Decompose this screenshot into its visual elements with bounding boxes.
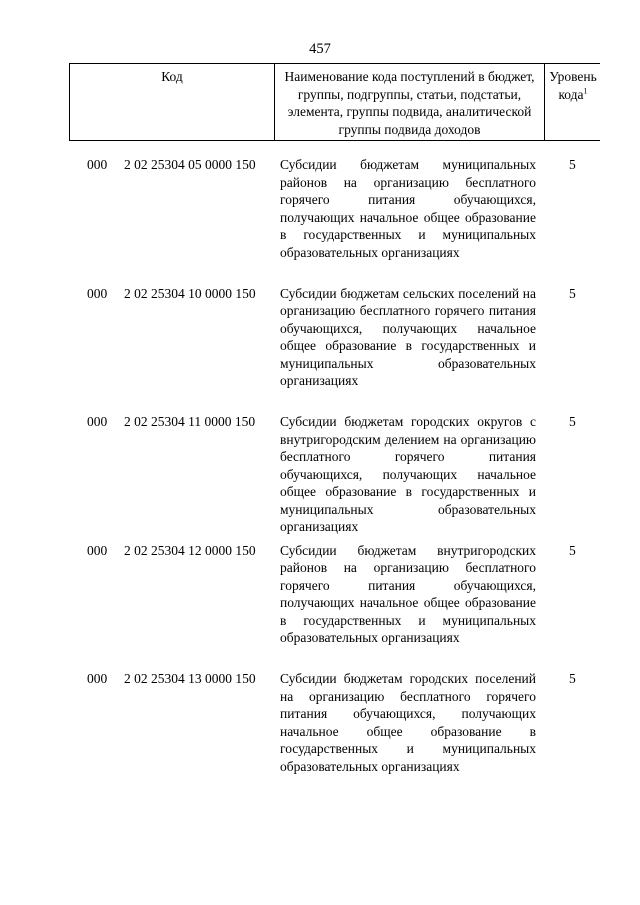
row-admin-code: 000	[87, 542, 108, 558]
header-level-footnote: 1	[583, 86, 588, 95]
table-row	[69, 285, 600, 414]
table-body	[69, 156, 600, 799]
row-level: 5	[569, 285, 576, 301]
row-revenue-code: 2 02 25304 05 0000 150	[124, 157, 256, 172]
table-row	[69, 670, 600, 799]
row-revenue-code: 2 02 25304 10 0000 150	[124, 285, 256, 301]
row-admin-code: 000	[87, 285, 108, 301]
page-number: 457	[309, 41, 331, 57]
row-revenue-code: 2 02 25304 12 0000 150	[124, 542, 256, 558]
header-name-label: Наименование кода поступлений в бюджет, группы, подгруппы, статьи, подстатьи, элемента, группы подвида, аналитической группы подвида доходов	[284, 69, 535, 137]
row-name: Субсидии бюджетам внутригородских районов на организацию бесплатного горячего питания обучающихся, получающих начальное общее образование в государственных и муниципальных образовательных организациях	[280, 542, 536, 645]
row-revenue-code: 2 02 25304 11 0000 150	[124, 414, 256, 429]
row-level: 5	[569, 414, 576, 429]
row-admin-code: 000	[87, 414, 108, 429]
table-header	[69, 63, 600, 141]
row-level: 5	[569, 157, 576, 172]
table-row	[69, 542, 600, 671]
row-name: Субсидии бюджетам городских округов с внутригородским делением на организацию бесплатного горячего питания обучающихся, получающих начальное общее образование в государственных и муниципальных образовательных организациях	[280, 414, 536, 534]
row-revenue-code: 2 02 25304 13 0000 150	[124, 671, 256, 686]
row-level: 5	[569, 542, 576, 558]
header-code	[70, 64, 275, 140]
row-admin-code: 000	[87, 671, 108, 686]
header-name	[275, 64, 545, 140]
row-level: 5	[569, 671, 576, 686]
header-code-label: Код	[161, 69, 183, 84]
header-level	[545, 64, 601, 140]
row-admin-code: 000	[87, 157, 108, 172]
table-row	[69, 413, 600, 542]
header-level-label: Уровень кода	[549, 69, 597, 102]
row-name: Субсидии бюджетам городских поселений на организацию бесплатного горячего питания обучающихся, получающих начальное общее образование в государственных и муниципальных образовательных организациях	[280, 671, 536, 774]
table-row	[69, 156, 600, 285]
row-name: Субсидии бюджетам муниципальных районов на организацию бесплатного горячего питания обучающихся, получающих начальное общее образование в государственных и муниципальных образовательных организациях	[280, 157, 536, 260]
row-name: Субсидии бюджетам сельских поселений на организацию бесплатного горячего питания обучающихся, получающих начальное общее образование в государственных и муниципальных образовательных организациях	[280, 285, 536, 388]
